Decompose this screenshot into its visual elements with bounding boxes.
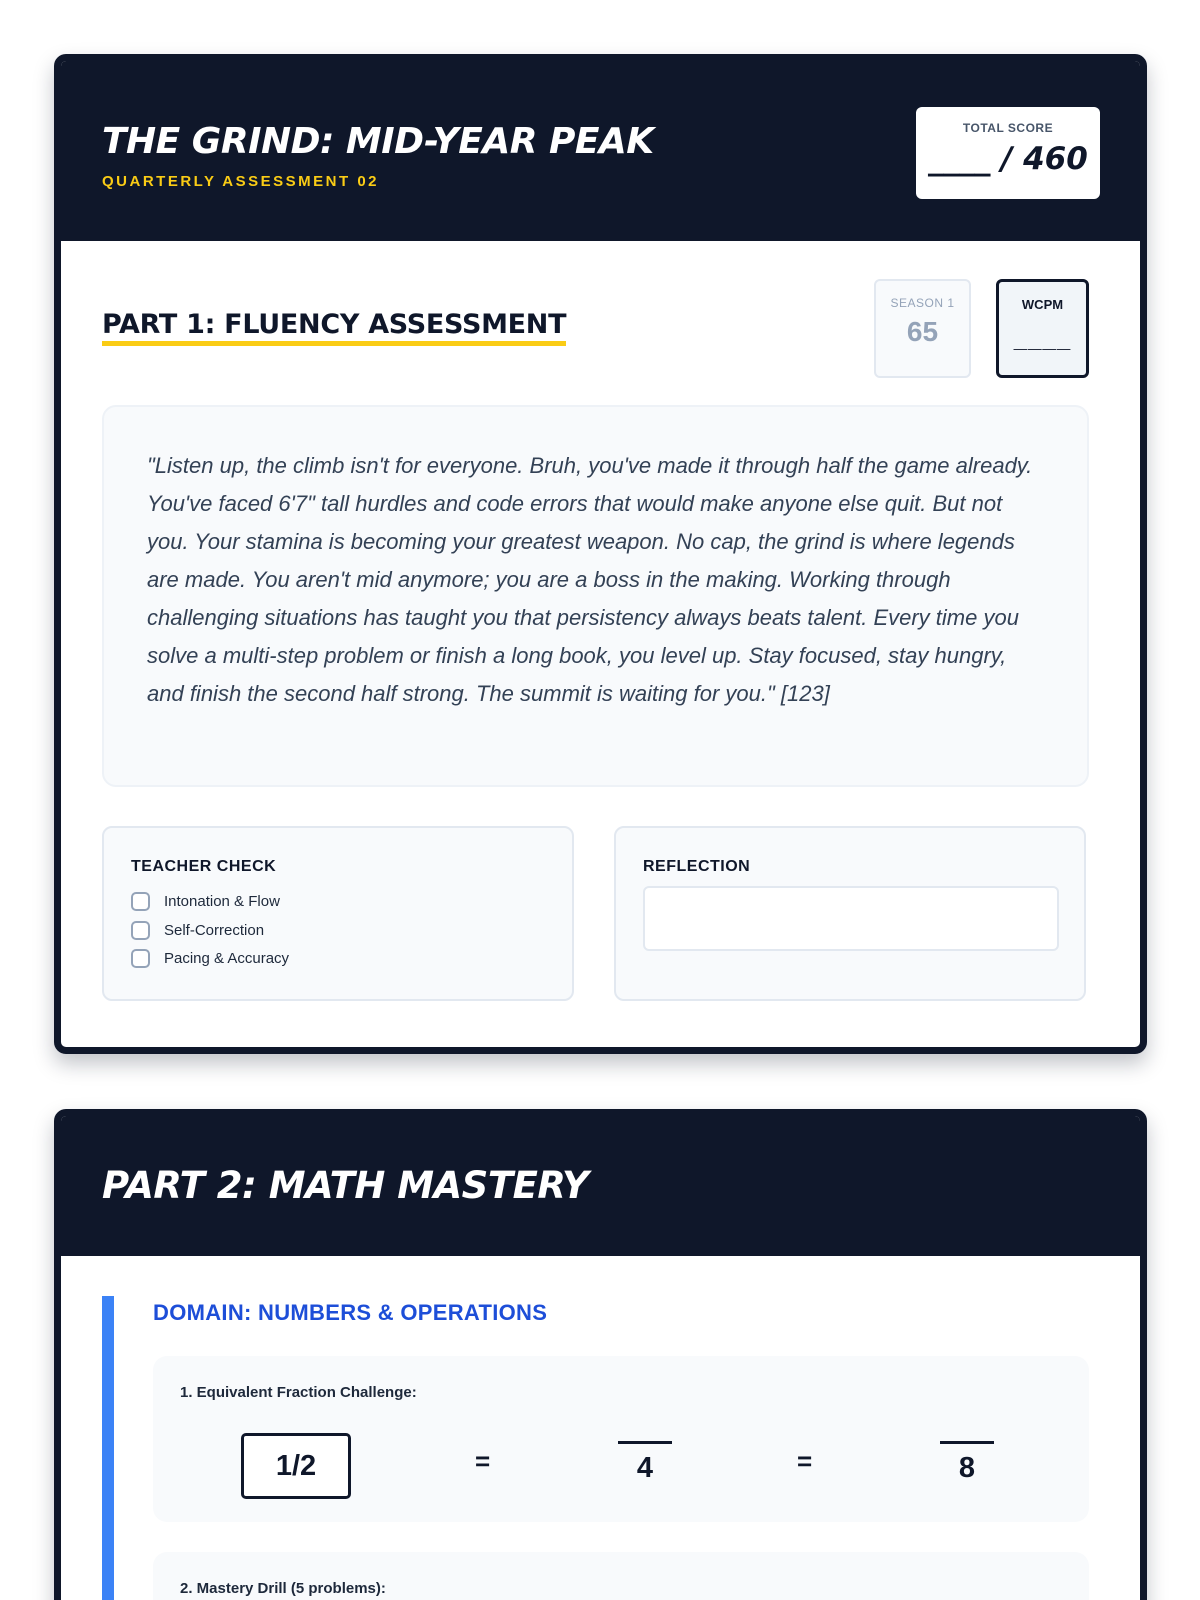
reflection-input[interactable] bbox=[643, 886, 1059, 951]
season-label: SEASON 1 bbox=[890, 296, 955, 310]
domain-title: DOMAIN: NUMBERS & OPERATIONS bbox=[153, 1300, 548, 1325]
part1-title: PART 1: FLUENCY ASSESSMENT bbox=[102, 309, 566, 346]
page-subtitle: QUARTERLY ASSESSMENT 02 bbox=[102, 173, 379, 190]
problem-equivalent-fractions bbox=[153, 1356, 1089, 1522]
total-score-value: ____ / 460 bbox=[928, 141, 1088, 177]
assessment-card-part1 bbox=[54, 54, 1147, 1054]
wcpm-input-box[interactable] bbox=[996, 279, 1089, 378]
numerator-blank[interactable] bbox=[618, 1441, 672, 1444]
problem-mastery-drill bbox=[153, 1552, 1089, 1600]
reflection-panel bbox=[614, 826, 1086, 1001]
page-title: THE GRIND: MID-YEAR PEAK bbox=[102, 121, 654, 162]
checkbox-pacing[interactable] bbox=[131, 949, 150, 968]
wcpm-value: ____ bbox=[1013, 326, 1072, 353]
numerator-blank[interactable] bbox=[940, 1441, 994, 1444]
problem-label: 1. Equivalent Fraction Challenge: bbox=[180, 1384, 417, 1401]
header-banner bbox=[61, 61, 1140, 241]
teacher-check-panel bbox=[102, 826, 574, 1001]
checkbox-self-correction[interactable] bbox=[131, 921, 150, 940]
checkbox-label: Intonation & Flow bbox=[164, 893, 280, 910]
denominator: 8 bbox=[958, 1452, 976, 1484]
equals-sign: = bbox=[475, 1446, 491, 1476]
season-value: 65 bbox=[906, 316, 939, 347]
part2-header-banner bbox=[61, 1116, 1140, 1256]
part2-title: PART 2: MATH MASTERY bbox=[102, 1164, 589, 1207]
domain-accent-bar bbox=[102, 1296, 114, 1600]
checkbox-row-pacing[interactable] bbox=[131, 949, 289, 968]
total-score-box[interactable] bbox=[916, 107, 1100, 199]
part2-body bbox=[61, 1256, 1140, 1600]
given-fraction: 1/2 bbox=[241, 1433, 351, 1499]
total-score-label: TOTAL SCORE bbox=[962, 121, 1054, 135]
reflection-title: REFLECTION bbox=[643, 858, 751, 875]
season-score-box bbox=[874, 279, 971, 378]
problem-label: 2. Mastery Drill (5 problems): bbox=[180, 1580, 386, 1597]
fluency-passage bbox=[102, 405, 1089, 787]
fraction-blank-8[interactable] bbox=[940, 1441, 994, 1485]
checkbox-row-intonation[interactable] bbox=[131, 892, 280, 911]
fraction-blank-4[interactable] bbox=[618, 1441, 672, 1485]
checkbox-row-self-correction[interactable] bbox=[131, 921, 264, 940]
assessment-card-part2 bbox=[54, 1109, 1147, 1600]
teacher-check-title: TEACHER CHECK bbox=[131, 858, 277, 875]
wcpm-label: WCPM bbox=[1021, 297, 1064, 312]
checkbox-intonation[interactable] bbox=[131, 892, 150, 911]
denominator: 4 bbox=[636, 1452, 654, 1484]
checkbox-label: Self-Correction bbox=[164, 922, 265, 939]
equals-sign: = bbox=[797, 1446, 813, 1476]
checkbox-label: Pacing & Accuracy bbox=[164, 950, 290, 967]
part1-body bbox=[61, 241, 1140, 1054]
passage-text: "Listen up, the climb isn't for everyone. Bruh, you've made it through half the game already. You've faced 6'7" tall hurdles and code errors that would make anyone else quit. But not you. Your stamina is becoming your greatest weapon. No cap, the grind is where legends are made. You aren't mid anymore; you are a boss in the making. Working through challenging situations has taught you that persistency always beats talent. Every time you solve a multi-step problem or finish a long book, you level up. Stay focused, stay hungry, and finish the second half strong. The summit is waiting for you." [123] bbox=[147, 453, 1033, 706]
